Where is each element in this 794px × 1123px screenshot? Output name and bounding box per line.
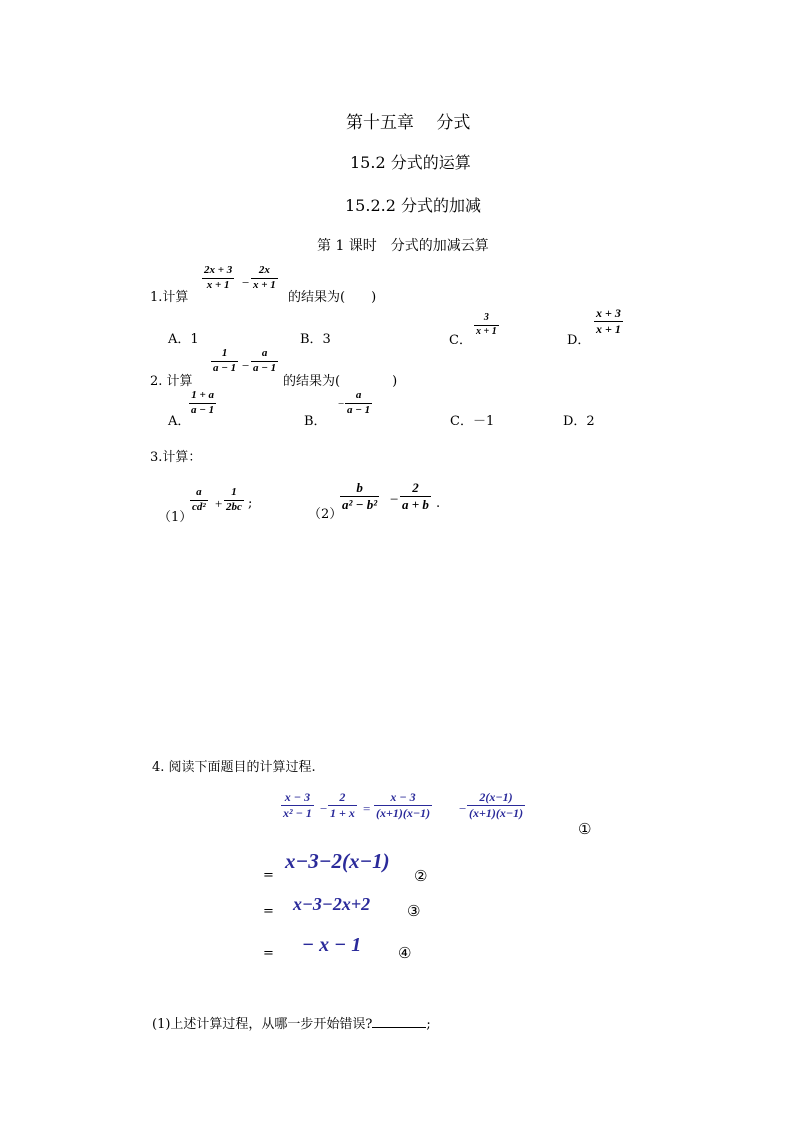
q1-suffix: 的结果为( )	[288, 290, 377, 305]
q3-part2-minus: −	[390, 492, 399, 508]
q2-option-b-fraction: $\frac{a}{a - 1}$	[347, 389, 371, 416]
q3-part1-fraction-2: $\frac{1}{2bc}$	[226, 486, 242, 513]
subsection-title: 15.2.2 分式的加减	[345, 196, 481, 215]
q2-suffix: 的结果为( )	[283, 374, 398, 389]
q3-part2-fraction-1: $\frac{b}{\text{a² − b²}}$	[342, 480, 378, 512]
q4-line1-fraction-4: $\frac{2(x-1)}{(x+1)(x-1)}$	[469, 790, 524, 820]
q4-line1-minus-2: −	[459, 801, 467, 816]
step-marker-1: ①	[578, 820, 592, 838]
q2-option-c[interactable]: C．－1	[450, 414, 495, 429]
section-title: 15.2 分式的运算	[350, 153, 471, 172]
q1-minus: −	[242, 275, 250, 290]
q3-prefix: 3.计算：	[150, 450, 202, 465]
q2-option-a-label[interactable]: A．	[168, 414, 191, 429]
q3-part1-end: ;	[248, 496, 253, 511]
q4-line4-equals: =	[263, 946, 274, 961]
q4-line1-equals: =	[363, 801, 371, 816]
q1-prefix: 1.计算	[150, 290, 189, 305]
q3-part2-fraction-2: $\frac{2}{a + b}$	[402, 480, 429, 512]
q2-option-b-sign: −	[338, 398, 345, 410]
lesson-title: 第 1 课时 分式的加减云算	[317, 238, 489, 254]
q1-option-b[interactable]: B．3	[300, 332, 331, 347]
q3-part2-end: .	[436, 496, 441, 511]
q1-option-d-fraction: $\frac{x + 3}{x + 1}$	[596, 306, 621, 336]
q3-part2-label: （2）	[308, 507, 343, 522]
q4-line2-equals: =	[263, 868, 274, 883]
q1-fraction-2: $\frac{2x}{x + 1}$	[253, 264, 276, 291]
q1-option-c-fraction: $\frac{3}{x + 1}$	[476, 312, 497, 337]
q4-line2-expression: x−3−2(x−1)	[285, 849, 390, 873]
q2-option-a-fraction: $\frac{1 + a}{a - 1}$	[191, 389, 215, 416]
q3-part1-fraction-1: $\frac{a}{\text{cd²}}$	[192, 486, 206, 513]
step-marker-3: ③	[407, 902, 421, 920]
q2-fraction-2: $\frac{a}{a - 1}$	[253, 347, 277, 374]
q4-line3-expression: x−3−2x+2	[293, 894, 371, 914]
q4-question-1: (1)上述计算过程，从哪一步开始错误? ;	[152, 1017, 431, 1032]
q3-part1-plus: +	[215, 496, 223, 511]
q1-option-a[interactable]: A．1	[168, 332, 199, 347]
q4-line3-equals: =	[263, 904, 274, 919]
q4-line1-minus-1: −	[320, 801, 328, 816]
answer-blank[interactable]	[372, 1015, 426, 1028]
q2-option-d[interactable]: D．2	[563, 414, 595, 429]
q2-option-b-label[interactable]: B．	[304, 414, 327, 429]
q4-prefix: 4. 阅读下面题目的计算过程.	[152, 760, 316, 775]
q2-fraction-1: $\frac{1}{a - 1}$	[213, 347, 237, 374]
step-marker-2: ②	[414, 867, 428, 885]
q4-line1-fraction-1: $\frac{x - 3}{\text{x² − 1}}$	[283, 790, 312, 820]
q2-minus: −	[242, 358, 250, 373]
q4-line1-fraction-3: $\frac{x - 3}{(x+1)(x-1)}$	[376, 790, 431, 820]
chapter-title: 第十五章 分式	[346, 113, 471, 133]
q2-prefix: 2. 计算	[150, 374, 193, 389]
q1-option-c-label[interactable]: C．	[449, 333, 472, 348]
q4-line1-fraction-2: $\frac{2}{1 + x}$	[330, 790, 355, 820]
step-marker-4: ④	[398, 944, 412, 962]
q1-fraction-1: $\frac{2x + 3}{x + 1}$	[204, 264, 233, 291]
q4-line4-expression: − x − 1	[302, 934, 362, 956]
q1-option-d-label[interactable]: D．	[567, 333, 591, 348]
q3-part1-label: （1）	[158, 510, 193, 525]
